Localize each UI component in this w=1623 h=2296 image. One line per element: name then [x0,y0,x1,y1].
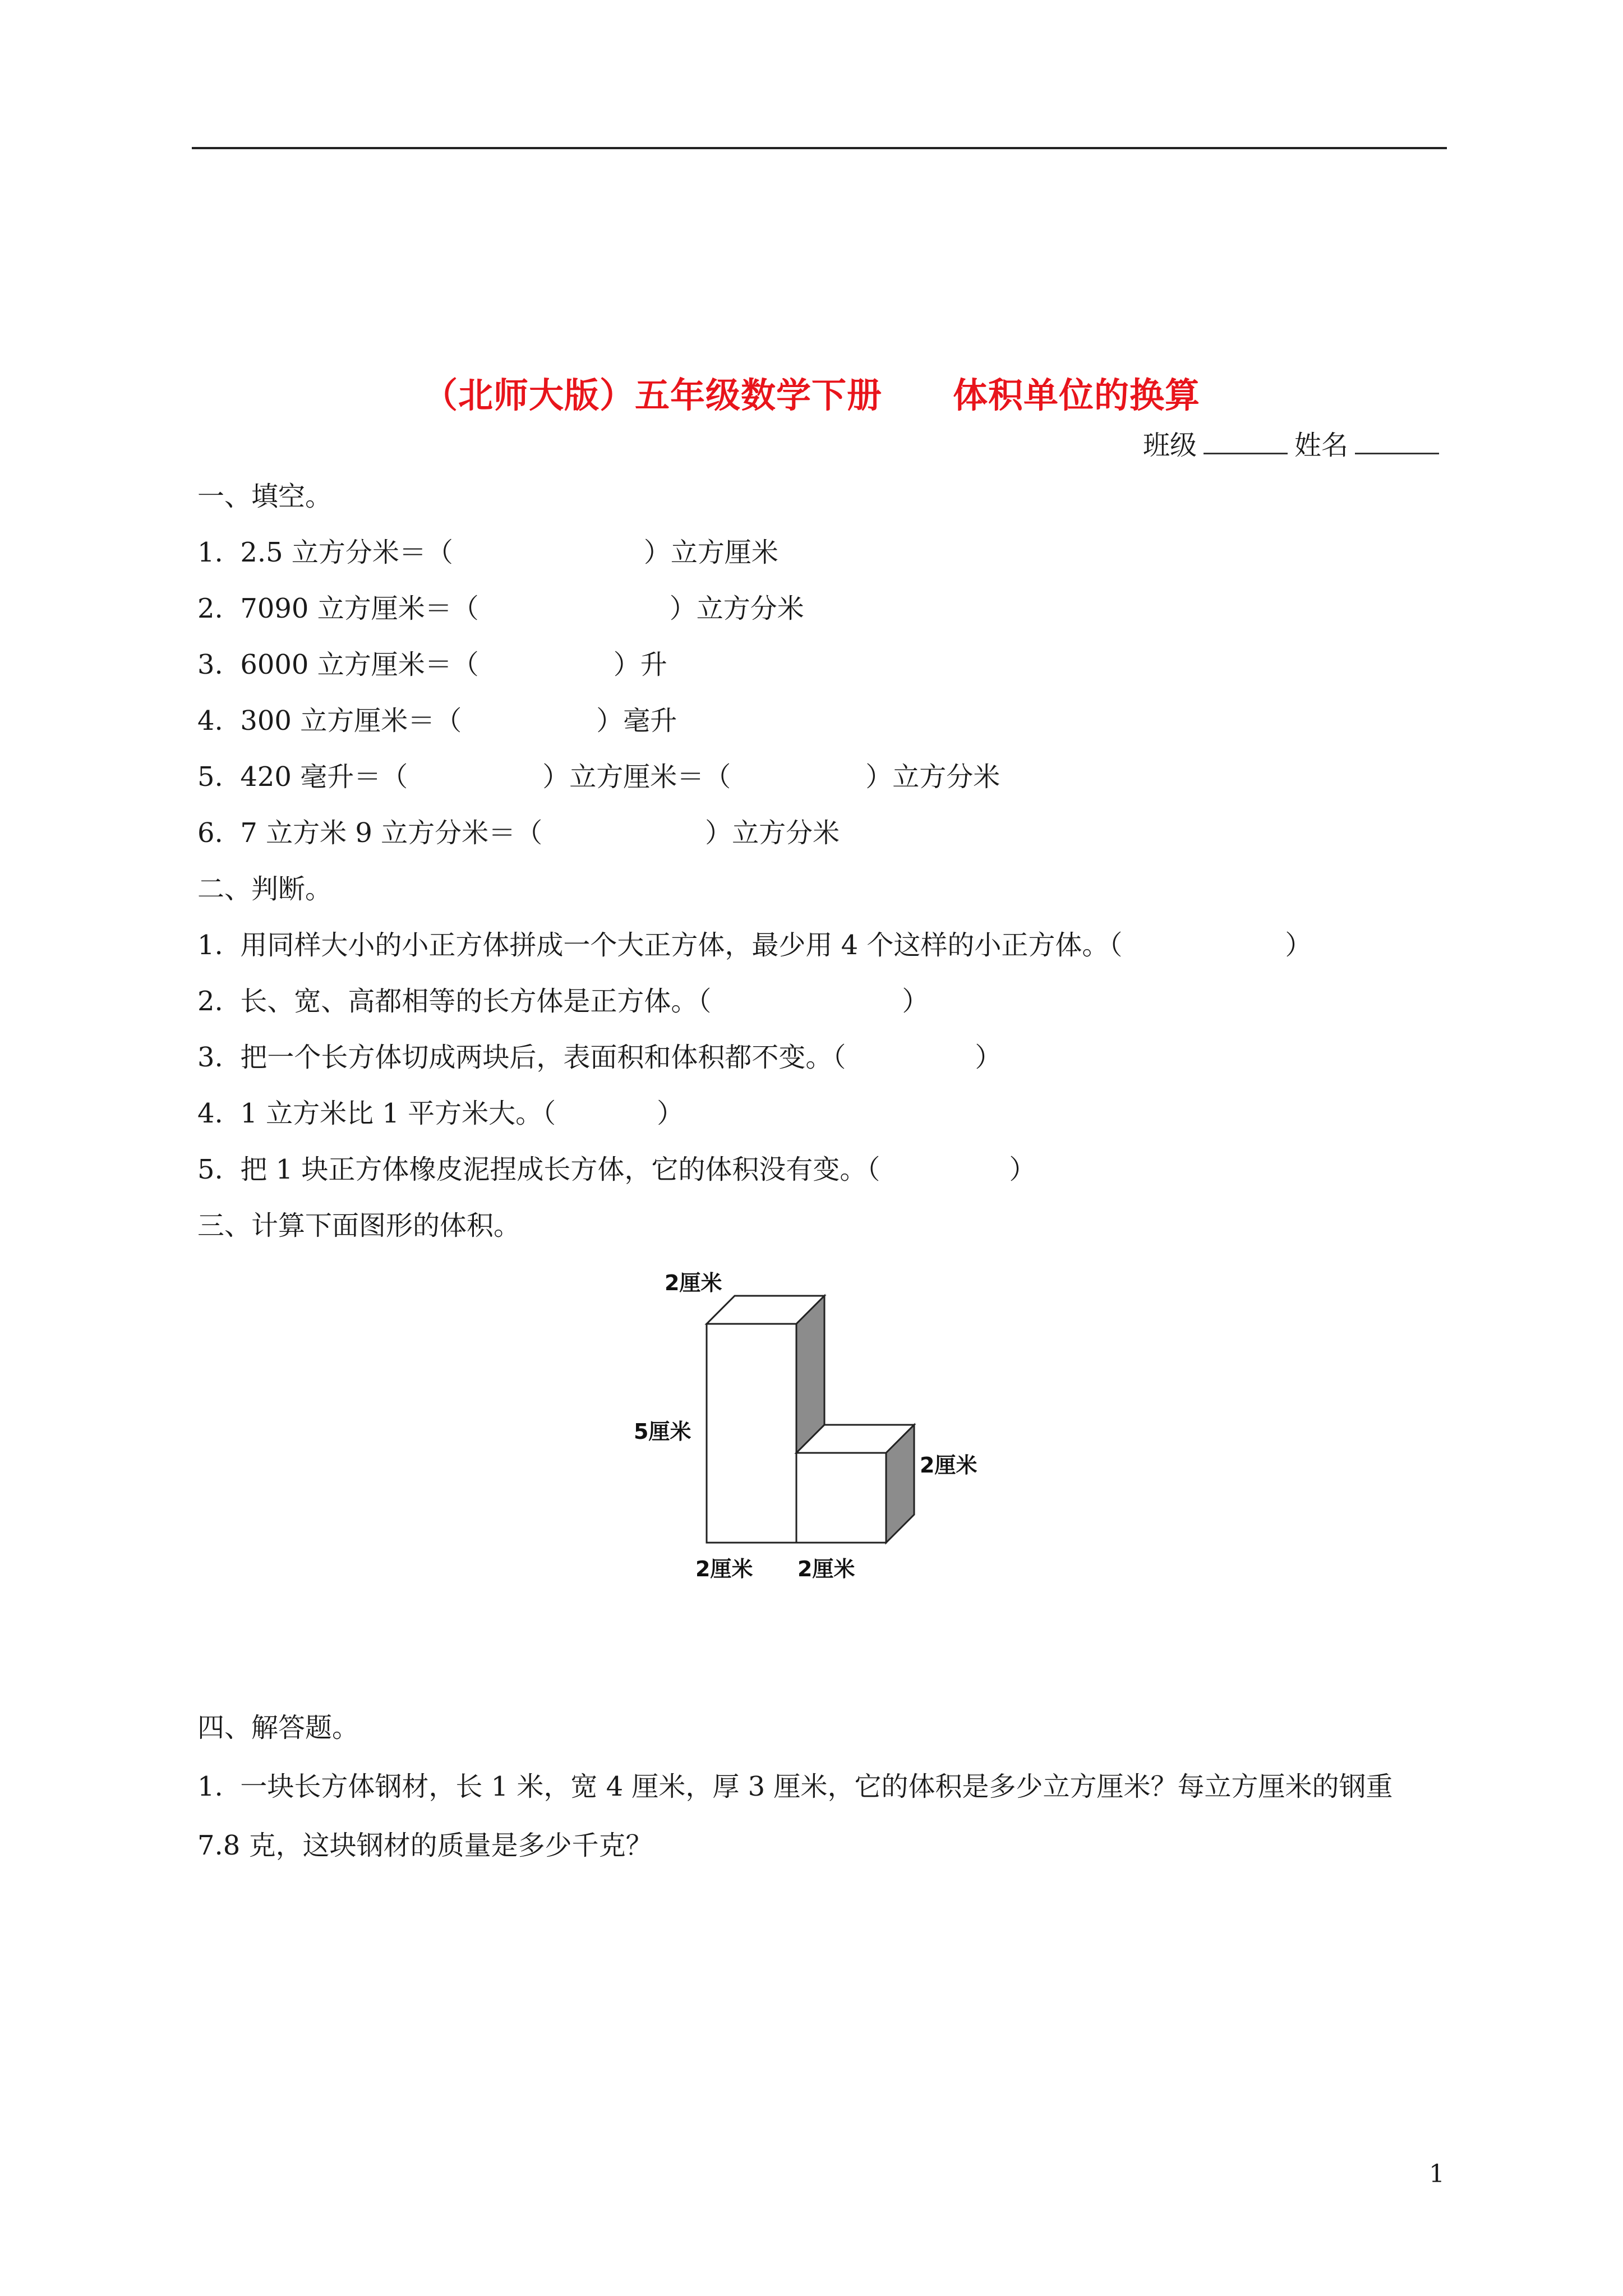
top-dimension-label: 2厘米 [665,1271,722,1295]
section-fill-heading: 一、填空。 [197,481,333,512]
fill-question-5: 5. 420 毫升＝（ ）立方厘米＝（ ）立方分米 [197,761,1000,793]
bottom-left-dimension-label: 2厘米 [695,1557,753,1581]
fill-question-1: 1. 2.5 立方分米＝（ ）立方厘米 [197,537,778,568]
section-figure-heading: 三、计算下面图形的体积。 [197,1210,521,1241]
judge-question-1: 1. 用同样大小的小正方体拼成一个大正方体，最少用 4 个这样的小正方体。（ ） [197,930,1312,961]
short-prism-front [796,1453,886,1543]
solve-question-1-line-1: 1. 一块长方体钢材，长 1 米，宽 4 厘米，厚 3 厘米，它的体积是多少立方厘米？每立方厘米的钢重 [197,1771,1393,1802]
solve-question-1-line-2: 7.8 克，这块钢材的质量是多少千克？ [197,1830,653,1861]
section-solve-heading: 四、解答题。 [197,1712,359,1743]
judge-question-3: 3. 把一个长方体切成两块后，表面积和体积都不变。（ ） [197,1042,1002,1073]
page-number: 1 [1429,2160,1445,2188]
judge-question-4: 4. 1 立方米比 1 平方米大。（ ） [197,1098,684,1129]
height-dimension-label: 5厘米 [634,1419,691,1444]
name-blank[interactable] [1355,428,1439,454]
fill-question-4: 4. 300 立方厘米＝（ ）毫升 [197,705,677,737]
tall-prism-front [707,1324,796,1543]
header-rule [192,147,1447,149]
right-dimension-label: 2厘米 [920,1453,978,1478]
bottom-right-dimension-label: 2厘米 [797,1557,855,1581]
name-label: 姓名 [1294,430,1348,461]
section-judge-heading: 二、判断。 [197,873,333,905]
judge-question-2: 2. 长、宽、高都相等的长方体是正方体。（ ） [197,986,929,1017]
fill-question-2: 2. 7090 立方厘米＝（ ）立方分米 [197,593,804,624]
fill-question-6: 6. 7 立方米 9 立方分米＝（ ）立方分米 [197,817,840,849]
class-name-line [1143,424,1446,462]
l-shaped-solid-figure [617,1251,1021,1599]
page-title: （北师大版）五年级数学下册 体积单位的换算 [422,375,1200,416]
class-label: 班级 [1142,430,1197,461]
fill-question-3: 3. 6000 立方厘米＝（ ）升 [197,649,667,680]
judge-question-5: 5. 把 1 块正方体橡皮泥捏成长方体，它的体积没有变。（ ） [197,1154,1036,1185]
class-blank[interactable] [1204,428,1288,454]
